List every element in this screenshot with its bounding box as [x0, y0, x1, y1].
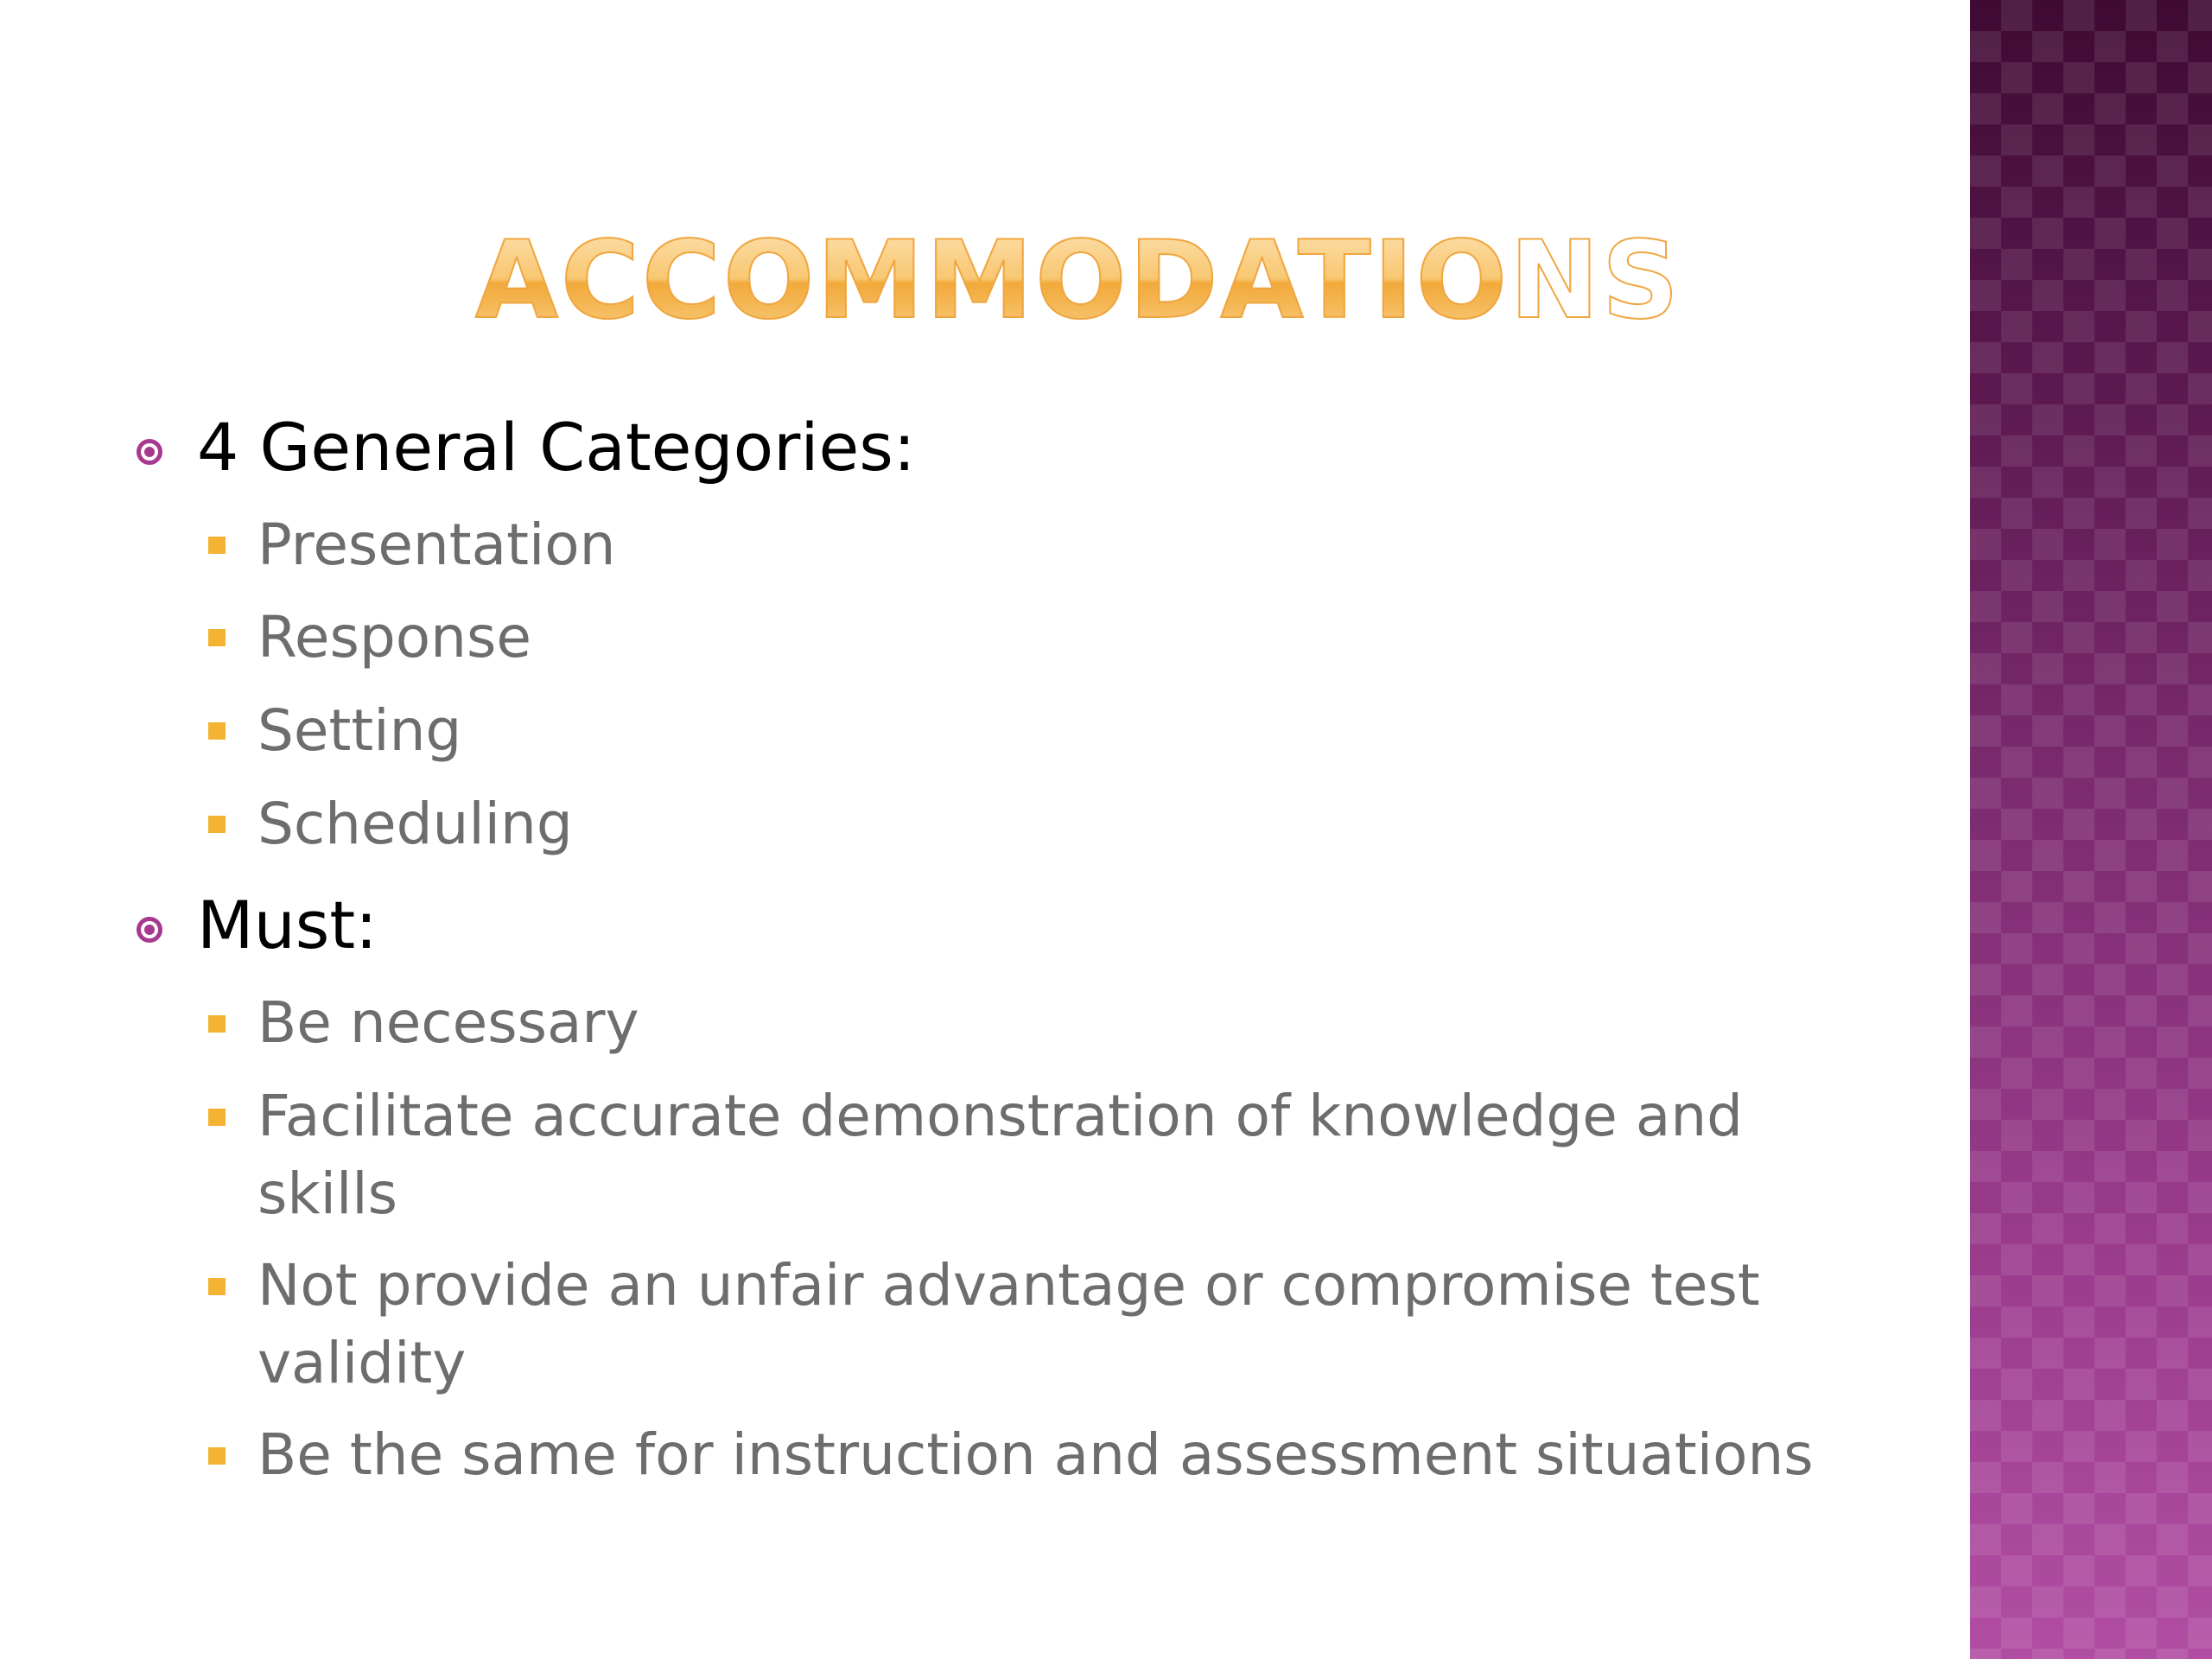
slide-title: ACCOMMODATIONS: [475, 219, 1682, 343]
square-bullet-icon: [208, 1278, 226, 1295]
square-bullet-icon: [208, 1109, 226, 1126]
square-bullet-icon: [208, 629, 226, 646]
list-item-scheduling: Scheduling: [257, 791, 573, 857]
list-item-presentation: Presentation: [257, 512, 616, 578]
square-bullet-icon: [208, 1447, 226, 1465]
list-item-facilitate: Facilitate accurate demonstration of knowledge and skills: [257, 1083, 1744, 1227]
section-heading-categories: 4 General Categories:: [197, 409, 916, 486]
square-bullet-icon: [208, 722, 226, 740]
list-item-setting: Setting: [257, 697, 462, 764]
list-item-necessary: Be necessary: [257, 989, 639, 1056]
target-bullet-icon: [137, 917, 162, 943]
section-heading-must: Must:: [197, 887, 378, 963]
list-item-response: Response: [257, 604, 531, 671]
target-bullet-icon: [137, 439, 162, 465]
square-bullet-icon: [208, 816, 226, 833]
square-bullet-icon: [208, 537, 226, 554]
list-item-same-for-instruction: Be the same for instruction and assessment situations: [257, 1421, 1814, 1488]
diamond-pattern: [1970, 0, 2212, 1659]
list-item-no-unfair-advantage: Not provide an unfair advantage or compromise test validity: [257, 1252, 1760, 1396]
side-decorative-band: [1970, 0, 2212, 1659]
square-bullet-icon: [208, 1015, 226, 1033]
